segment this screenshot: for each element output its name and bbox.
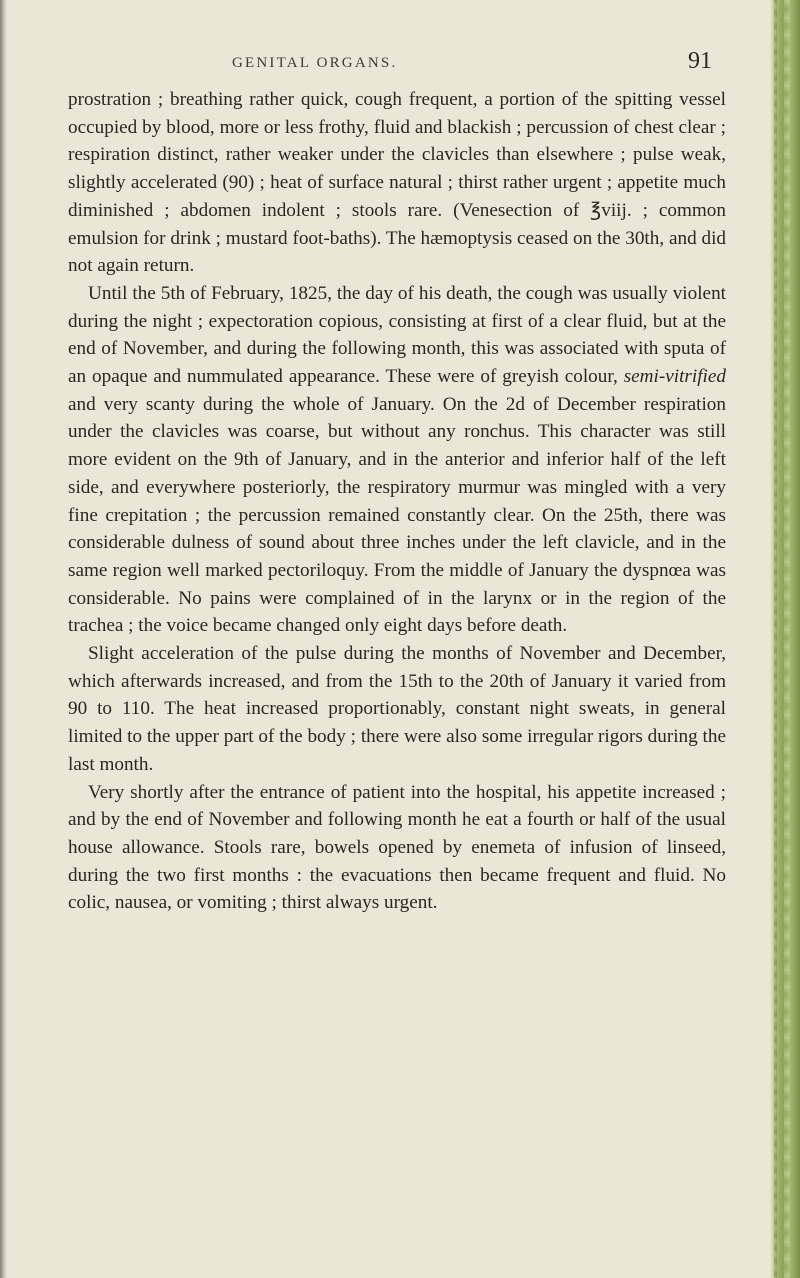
page-left-edge	[0, 0, 7, 1278]
paragraph-continuation: prostration ; breathing rather quick, cough frequent, a portion of the spitting vessel occupied by blood, more or less frothy, fluid and blackish ; percussion of chest clear ; respiration distinct, rather weaker under the clavicles than elsewhere ; pulse weak, slightly accelerated (90) ; heat of surface natural ; thirst rather urgent ; appetite much diminished ; abdomen indolent ; stools rare. (Venesection of ℥viij. ; common emulsion for drink ; mustard foot-baths). The hæmoptysis ceased on the 30th, and did not again return.	[68, 89, 726, 277]
page-number: 91	[688, 48, 712, 74]
paragraph-until-february	[68, 280, 726, 640]
paragraph-appetite: Very shortly after the entrance of patient into the hospital, his appetite increased ; and by the end of November and following month he eat a fourth or half of the usual house allowance. Stools rare, bowels opened by enemeta of infusion of linseed, during the two first months : the evacuations then became frequent and fluid. No colic, nausea, or vomiting ; thirst always urgent.	[68, 781, 726, 914]
paragraph-text-before: Until the 5th of February, 1825, the day of his death, the cough was usually violent during the night ; expectoration copious, consisting at first of a clear fluid, but at the end of November, and during the following month, this was associated with sputa of an opaque and nummulated appearance. These were of greyish colour,	[68, 282, 726, 388]
paragraph-text-after: and very scanty during the whole of January. On the 2d of December respiration under the clavicles was coarse, but without any ronchus. This character was still more evident on the 9th of January, and in the anterior and inferior half of the left side, and everywhere posteriorly, the respiratory murmur was mingled with a very fine crepitation ; the percussion remained constantly clear. On the 25th, there was considerable dulness of sound about three inches under the left clavicle, and in the same region well marked pectoriloquy. From the middle of January the dyspnœa was considerable. No pains were complained of in the larynx or in the region of the trachea ; the voice became changed only eight days before death.	[68, 393, 726, 637]
book-binding-edge	[770, 0, 800, 1278]
italic-term: semi-vitrified	[623, 366, 726, 388]
body-text	[68, 86, 726, 917]
running-head: GENITAL ORGANS.	[232, 55, 398, 71]
paragraph-pulse-acceleration: Slight acceleration of the pulse during the months of November and December, which afterwards increased, and from the 15th to the 20th of January it varied from 90 to 110. The heat increased proportionably, constant night sweats, in general limited to the upper part of the body ; there were also some irregular rigors during the last month.	[68, 643, 726, 775]
